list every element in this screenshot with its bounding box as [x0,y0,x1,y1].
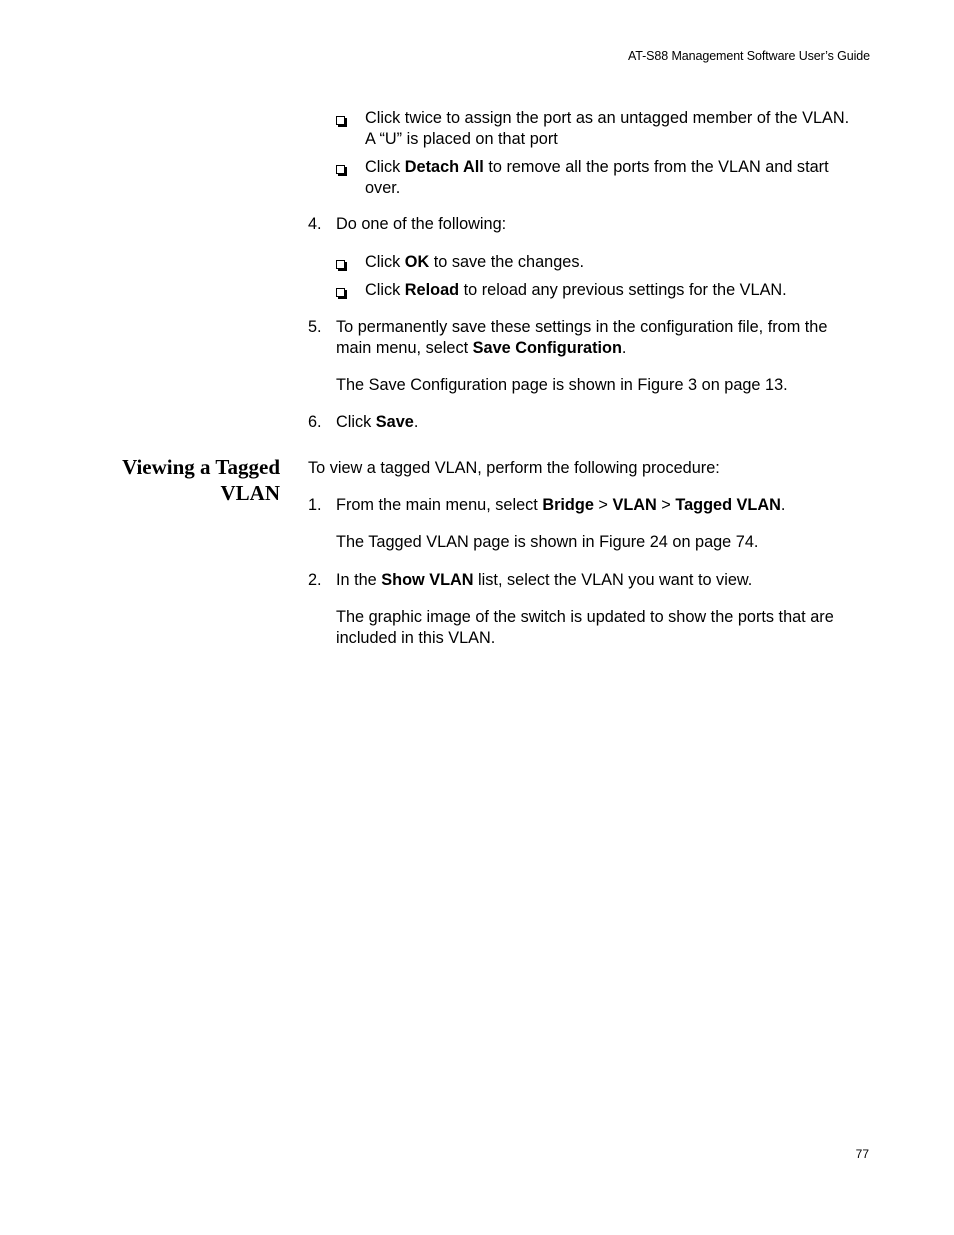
step-note: The Tagged VLAN page is shown in Figure 24 on page 74. [336,533,759,551]
step-text: Click Save. [336,413,419,431]
step-text: From the main menu, select Bridge > VLAN > Tagged VLAN. [336,496,786,514]
section-heading: Viewing a Tagged VLAN [122,455,280,505]
step-text: Do one of the following: [336,215,507,233]
checkbox-bullet-icon [336,255,345,269]
step-note: The graphic image of the switch is updated to show the ports that are included in this VLAN. [336,608,834,647]
bullet-text: Click twice to assign the port as an untagged member of the VLAN. A “U” is placed on that port [365,109,850,148]
running-header: AT-S88 Management Software User’s Guide [627,49,870,63]
bullet-text: Click OK to save the changes. [365,253,584,271]
bullet-text: Click Detach All to remove all the ports from the VLAN and start over. [365,158,829,197]
step-number: 2. [308,571,322,589]
intro-text: To view a tagged VLAN, perform the following procedure: [308,459,720,477]
step-note: The Save Configuration page is shown in Figure 3 on page 13. [336,376,788,394]
bullet-text: Click Reload to reload any previous settings for the VLAN. [365,281,787,299]
checkbox-bullet-icon [336,111,345,125]
step-text: In the Show VLAN list, select the VLAN you want to view. [336,571,753,589]
checkbox-bullet-icon [336,283,345,297]
step-number: 6. [308,413,322,431]
step-number: 4. [308,215,322,233]
step-number: 5. [308,318,322,336]
step-number: 1. [308,496,322,514]
checkbox-bullet-icon [336,160,345,174]
page-number: 77 [855,1147,869,1161]
step-text: To permanently save these settings in the configuration file, from the main menu, select Save Configuration. [336,318,828,357]
